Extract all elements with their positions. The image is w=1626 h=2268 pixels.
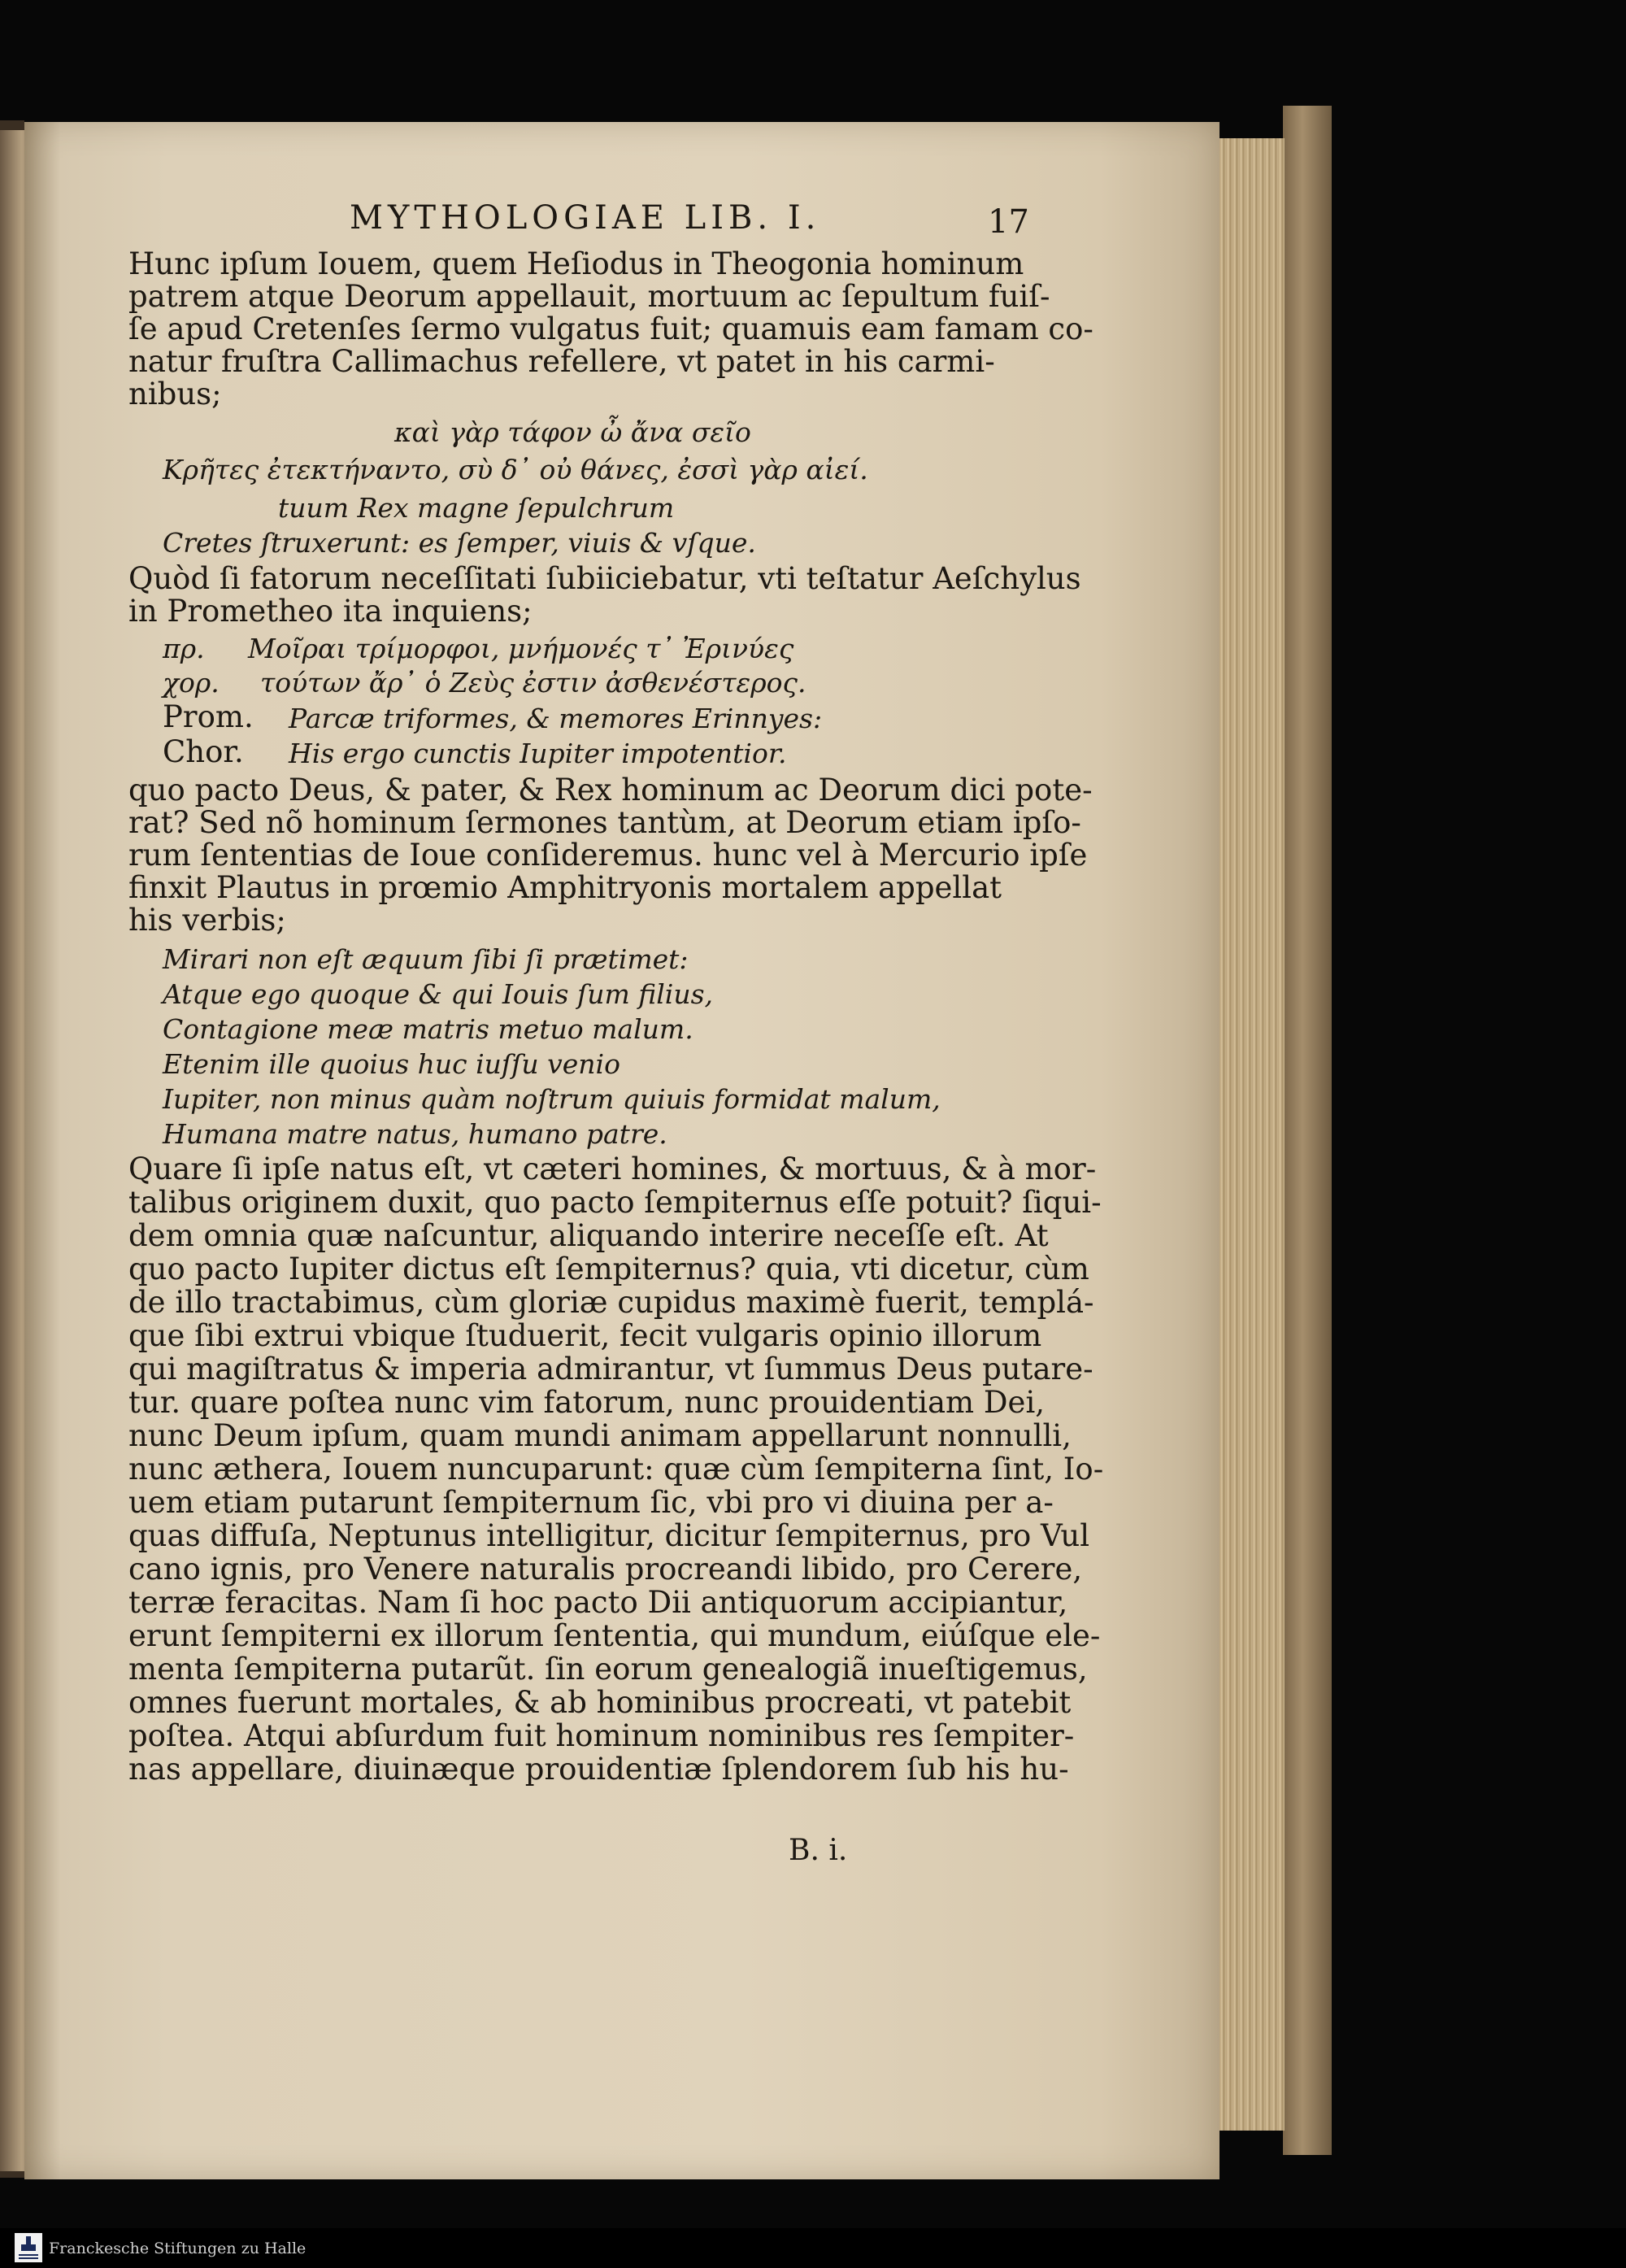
text-line: Quòd ſi fatorum neceſſitati ſubiiciebatur, vti teſtatur Aeſchylus <box>128 561 1081 596</box>
latin-verse-line: tuum Rex magne ſepulchrum <box>278 492 675 524</box>
dialogue-speaker: χορ. <box>163 667 220 699</box>
text-line: Quare ſi ipſe natus eſt, vt cæteri homines, & mortuus, & à mor- <box>128 1151 1097 1186</box>
text-line: ſe apud Cretenſes ſermo vulgatus fuit; quamuis eam famam co- <box>128 311 1093 346</box>
franckesche-stiftungen-logo-icon <box>15 2233 42 2262</box>
plautus-verse-line: Humana matre natus, humano patre. <box>163 1118 667 1150</box>
dialogue-speaker: Prom. <box>163 699 254 734</box>
text-line: nunc æthera, Iouem nuncuparunt: quæ cùm ſempiterna ſint, Io- <box>128 1452 1104 1487</box>
text-line: patrem atque Deorum appellauit, mortuum ac ſepultum fuiſ- <box>128 279 1050 314</box>
footer-bar <box>0 2228 1626 2268</box>
text-line: rum ſententias de Ioue conſideremus. hunc vel à Mercurio ipſe <box>128 838 1088 873</box>
greek-verse-line: καὶ γὰρ τάφον ὦ ἄνα σεῖο <box>394 416 751 448</box>
text-line: qui magiſtratus & imperia admirantur, vt ſummus Deus putare- <box>128 1352 1093 1386</box>
running-head: MYTHOLOGIAE LIB. I. <box>350 199 821 237</box>
dialogue-text: Parcæ triformes, & memores Erinnyes: <box>289 703 823 734</box>
dialogue-text: τούτων ἄρ᾽ ὁ Ζεὺς ἐστιν ἀσθενέστερος. <box>260 667 806 699</box>
greek-verse-line: Κρῆτες ἐτεκτήναντο, σὺ δ᾽ οὐ θάνες, ἐσσὶ γὰρ αἰεί. <box>163 454 868 485</box>
text-line: uem etiam putarunt ſempiternum ſic, vbi pro vi diuina per a- <box>128 1485 1054 1520</box>
text-line: menta ſempiterna putarũt. ſin eorum genealogiã inueſtigemus, <box>128 1652 1088 1687</box>
dialogue-speaker: Chor. <box>163 734 244 769</box>
text-line: in Prometheo ita inquiens; <box>128 594 533 629</box>
latin-verse-line: Cretes ſtruxerunt: es ſemper, viuis & vſque. <box>163 527 756 559</box>
text-line: nas appellare, diuinæque prouidentiæ ſplendorem ſub his hu- <box>128 1752 1069 1787</box>
text-line: omnes fuerunt mortales, & ab hominibus procreati, vt patebit <box>128 1685 1072 1720</box>
text-line: de illo tractabimus, cùm gloriæ cupidus maximè fuerit, templá- <box>128 1285 1094 1320</box>
text-line: tur. quare poſtea nunc vim fatorum, nunc prouidentiam Dei, <box>128 1385 1046 1420</box>
dialogue-text: His ergo cunctis Iupiter impotentior. <box>289 738 787 769</box>
text-line: nunc Deum ipſum, quam mundi animam appellarunt nonnulli, <box>128 1418 1072 1453</box>
text-line: Hunc ipſum Iouem, quem Heſiodus in Theogonia hominum <box>128 246 1024 281</box>
text-line: talibus originem duxit, quo pacto ſempiternus eſſe potuit? ſiqui- <box>128 1185 1102 1220</box>
text-line: rat? Sed nõ hominum ſermones tantùm, at Deorum etiam ipſo- <box>128 805 1081 840</box>
text-line: poſtea. Atqui abſurdum fuit hominum nominibus res ſempiter- <box>128 1718 1075 1753</box>
dialogue-speaker: πρ. <box>163 633 205 664</box>
plautus-verse-line: Contagione meæ matris metuo malum. <box>163 1013 693 1045</box>
text-line: nibus; <box>128 377 222 411</box>
text-line: dem omnia quæ naſcuntur, aliquando interire neceſſe eſt. At <box>128 1218 1049 1253</box>
footer-institution: Franckesche Stiftungen zu Halle <box>49 2240 307 2257</box>
text-line: terræ feracitas. Nam ſi hoc pacto Dii antiquorum accipiantur, <box>128 1585 1068 1620</box>
folio-number: 17 <box>988 203 1029 241</box>
text-line: erunt ſempiterni ex illorum ſententia, qui mundum, eiúſque ele- <box>128 1618 1101 1653</box>
text-line: quo pacto Iupiter dictus eſt ſempiternus? quia, vti dicetur, cùm <box>128 1252 1089 1286</box>
plautus-verse-line: Etenim ille quoius huc iuſſu venio <box>163 1048 620 1080</box>
text-line: cano ignis, pro Venere naturalis procreandi libido, pro Cerere, <box>128 1552 1083 1587</box>
plautus-verse-line: Atque ego quoque & qui Iouis ſum filius, <box>163 978 714 1010</box>
text-line: finxit Plautus in prœmio Amphitryonis mortalem appellat <box>128 870 1002 905</box>
dialogue-text: Μοῖραι τρίμορφοι, μνήμονές τ᾽ Ἐρινύες <box>248 633 794 664</box>
text-line: quas diffuſa, Neptunus intelligitur, dicitur ſempiternus, pro Vul <box>128 1518 1090 1553</box>
signature-mark: B. i. <box>789 1834 848 1867</box>
text-line: his verbis; <box>128 903 286 938</box>
plautus-verse-line: Mirari non eſt æquum ſibi ſi prætimet: <box>163 943 689 975</box>
plautus-verse-line: Iupiter, non minus quàm noſtrum quiuis formidat malum, <box>163 1083 941 1115</box>
text-line: que ſibi extrui vbique ſtuduerit, fecit vulgaris opinio illorum <box>128 1318 1042 1353</box>
text-line: quo pacto Deus, & pater, & Rex hominum ac Deorum dici pote- <box>128 773 1093 808</box>
text-line: natur fruſtra Callimachus refellere, vt patet in his carmi- <box>128 344 995 379</box>
